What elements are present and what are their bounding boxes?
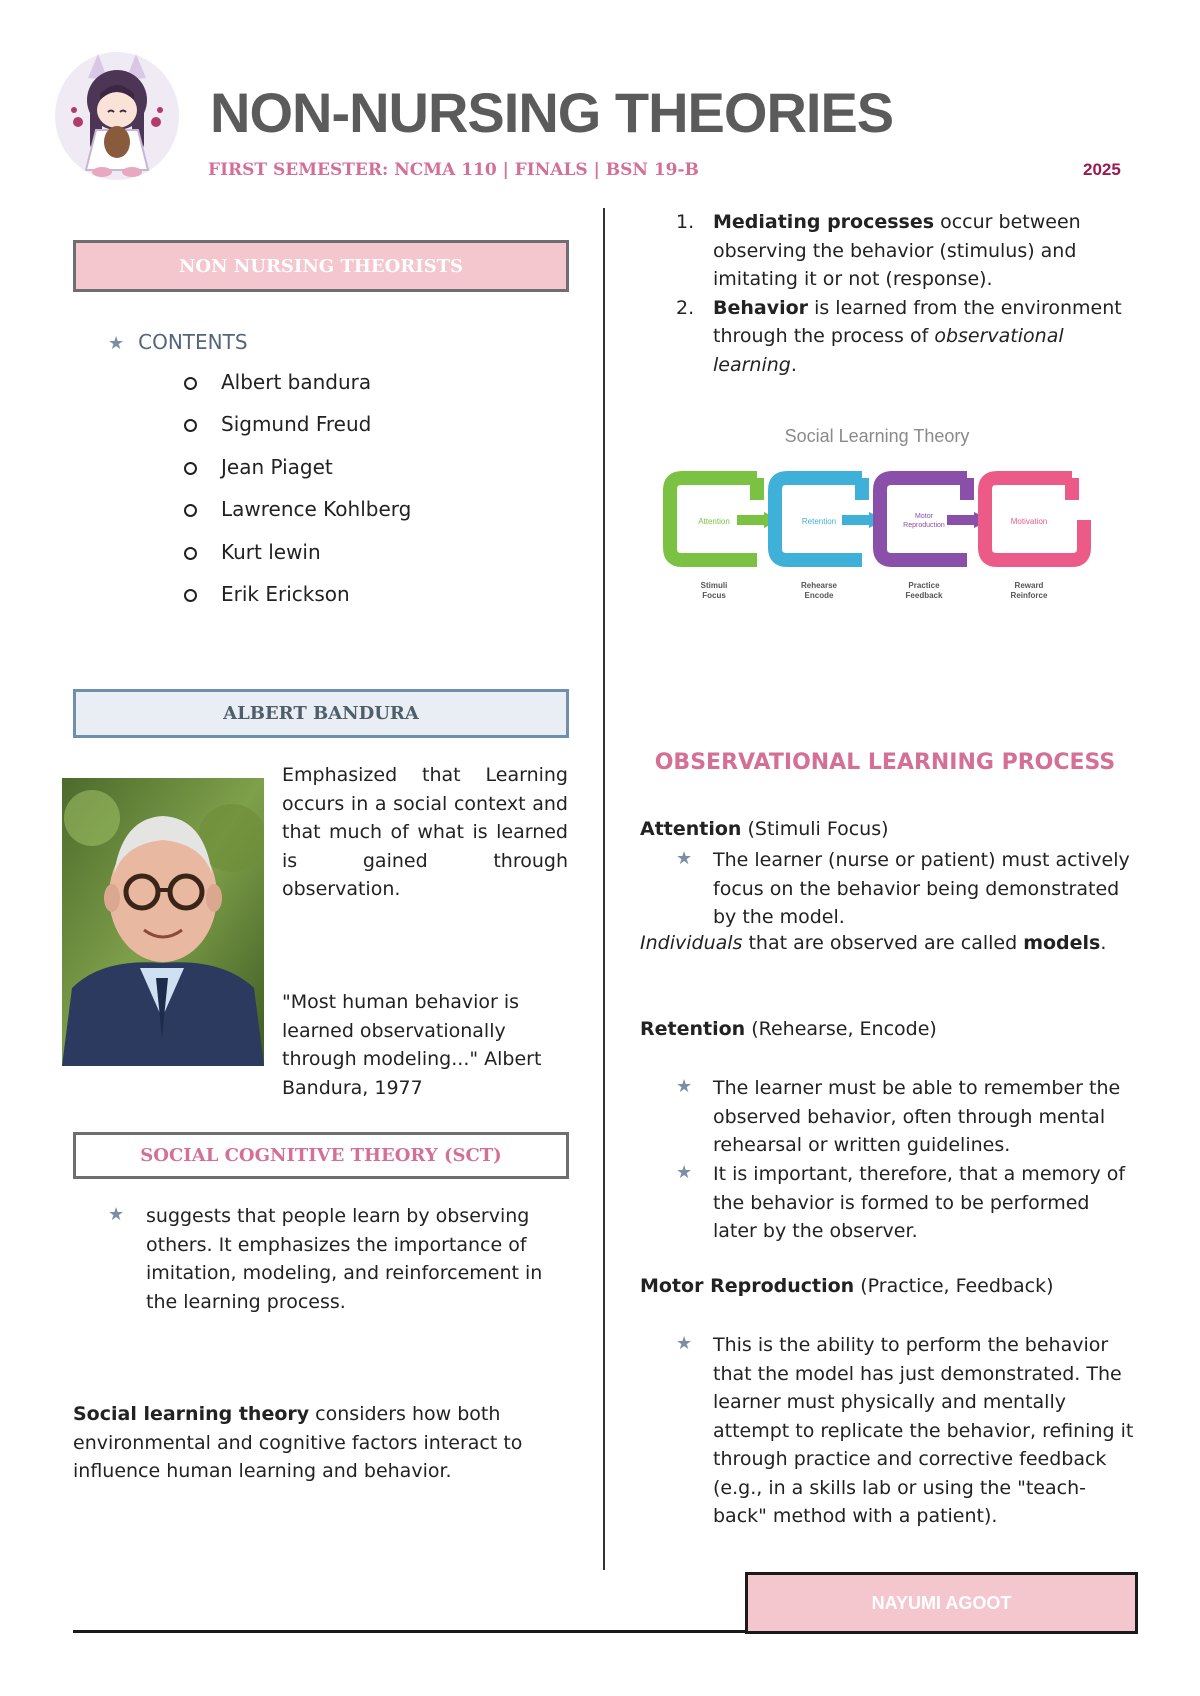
stage-title: Motor Reproduction [640,1275,855,1297]
stage-subtitle: (Rehearse, Encode) [745,1018,937,1040]
social-learning-paragraph [73,1400,573,1486]
list-item-label: Albert bandura [221,370,372,394]
list-item-term: Behavior [713,296,809,319]
list-item-label: Jean Piaget [221,454,333,479]
course-subtitle: FIRST SEMESTER: NCMA 110 | FINALS | BSN 19-B [208,160,699,180]
star-bullet-icon: ★ [108,333,125,354]
list-item [184,582,411,624]
stage-sub-label: Stimuli [700,581,728,590]
theorists-section-header: NON NURSING THEORISTS [73,240,569,292]
stage-sub-label: Rehearse [800,581,838,590]
motor-reproduction-bullet [676,1331,1136,1531]
numbered-list [676,208,1136,379]
list-item [184,540,411,582]
stage-label: Reproduction [903,522,945,529]
year-label: 2025 [1083,160,1121,179]
stage-title: Attention [640,818,742,840]
diagram-stage-attention [670,478,780,600]
contents-heading [108,330,248,354]
stage-sub-label: Practice [908,581,940,590]
circle-bullet-icon [184,377,197,390]
bandura-section-header: ALBERT BANDURA [73,689,569,738]
diagram-stage-retention [775,478,885,600]
stage-title: Retention [640,1018,746,1040]
list-item-end: . [790,353,797,376]
stage-label: Motor [915,513,933,520]
circle-bullet-icon [184,547,197,560]
models-definition [640,932,1106,954]
retention-bullet [676,1160,1136,1246]
motor-reproduction-heading [640,1275,1054,1297]
circle-bullet-icon [184,419,197,432]
stage-label: Attention [698,517,730,526]
models-mid: that are observed are called [742,932,1024,954]
list-item-italic: observational learning [713,325,1064,376]
list-item-text: is learned from the environment through the process of [713,296,1122,347]
bullet-text: The learner must be able to remember the observed behavior, often through mental rehearsal or written guidelines. [713,1077,1121,1156]
models-bold: models [1023,932,1101,954]
stage-subtitle: (Practice, Feedback) [854,1275,1054,1297]
list-item-label: Kurt lewin [221,539,321,564]
observational-learning-heading: OBSERVATIONAL LEARNING PROCESS [654,750,1116,775]
models-end: . [1100,932,1107,954]
stage-label: Motivation [1010,517,1048,526]
column-divider [603,208,605,1570]
author-box: NAYUMI AGOOT [745,1572,1138,1634]
star-bullet-icon: ★ [676,1333,693,1354]
diagram-title: Social Learning Theory [784,426,970,446]
circle-bullet-icon [184,589,197,602]
attention-heading [640,818,889,840]
bullet-text: The learner (nurse or patient) must actively focus on the behavior being demonstrated by the model. [713,849,1130,928]
bandura-description: Emphasized that Learning occurs in a social context and that much of what is learned is gained through observation. [282,764,568,900]
list-number: 1. [676,211,695,233]
circle-bullet-icon [184,504,197,517]
social-learning-theory-diagram [662,420,1092,615]
contents-list [184,370,411,624]
list-item [184,455,411,497]
list-item-term: Mediating processes [713,211,935,233]
sct-bullet [108,1202,578,1316]
star-bullet-icon: ★ [108,1204,125,1225]
star-bullet-icon: ★ [676,848,693,869]
list-item-label: Erik Erickson [221,581,350,606]
sct-description: suggests that people learn by observing others. It emphasizes the importance of imitation, modeling, and reinforcement in the learning process. [146,1205,543,1313]
list-item [676,294,1136,380]
stage-sub-label: Reward [1014,581,1044,590]
slt-definition: considers how both environmental and cognitive factors interact to influence human learning and behavior. [73,1403,523,1482]
list-number: 2. [676,296,695,319]
bullet-text: It is important, therefore, that a memory of the behavior is formed to be performed later by the observer. [713,1163,1126,1242]
bandura-portrait-photo [62,778,264,1066]
retention-bullet [676,1074,1136,1160]
models-italic: Individuals [640,932,743,954]
diagram-stage-motor-reproduction [880,478,990,600]
retention-heading [640,1018,937,1040]
circle-bullet-icon [184,462,197,475]
stage-sub-label: Feedback [905,591,943,600]
stage-subtitle: (Stimuli Focus) [741,818,889,840]
stage-sub-label: Focus [702,591,726,600]
stage-sub-label: Encode [804,591,834,600]
slt-term: Social learning theory [73,1403,310,1425]
list-item-label: Lawrence Kohlberg [221,497,412,522]
list-item [676,208,1136,294]
star-bullet-icon: ★ [676,1076,693,1097]
stage-sub-label: Reinforce [1010,591,1048,600]
list-item [184,370,411,412]
bandura-quote: "Most human behavior is learned observationally through modeling..." Albert Bandura, 1977 [282,991,542,1099]
list-item-text: occur between observing the behavior (stimulus) and imitating it or not (response). [713,211,1081,290]
contents-heading-label: CONTENTS [138,330,248,354]
stage-label: Retention [801,517,837,526]
diagram-stage-motivation [985,478,1084,600]
attention-bullet [676,846,1136,932]
sct-section-header: SOCIAL COGNITIVE THEORY (SCT) [73,1132,569,1179]
star-bullet-icon: ★ [676,1162,693,1183]
bullet-text: This is the ability to perform the behavior that the model has just demonstrated. The learner must physically and mentally attempt to replicate the behavior, refining it through practice and corrective feedback (e.g., in a skills lab or using the "teach-back" method with a patient). [713,1334,1134,1527]
list-item [184,412,411,454]
page-title: NON-NURSING THEORIES [210,81,894,144]
chibi-mascot-illustration [52,48,182,184]
list-item [184,497,411,539]
list-item-label: Sigmund Freud [221,412,372,437]
